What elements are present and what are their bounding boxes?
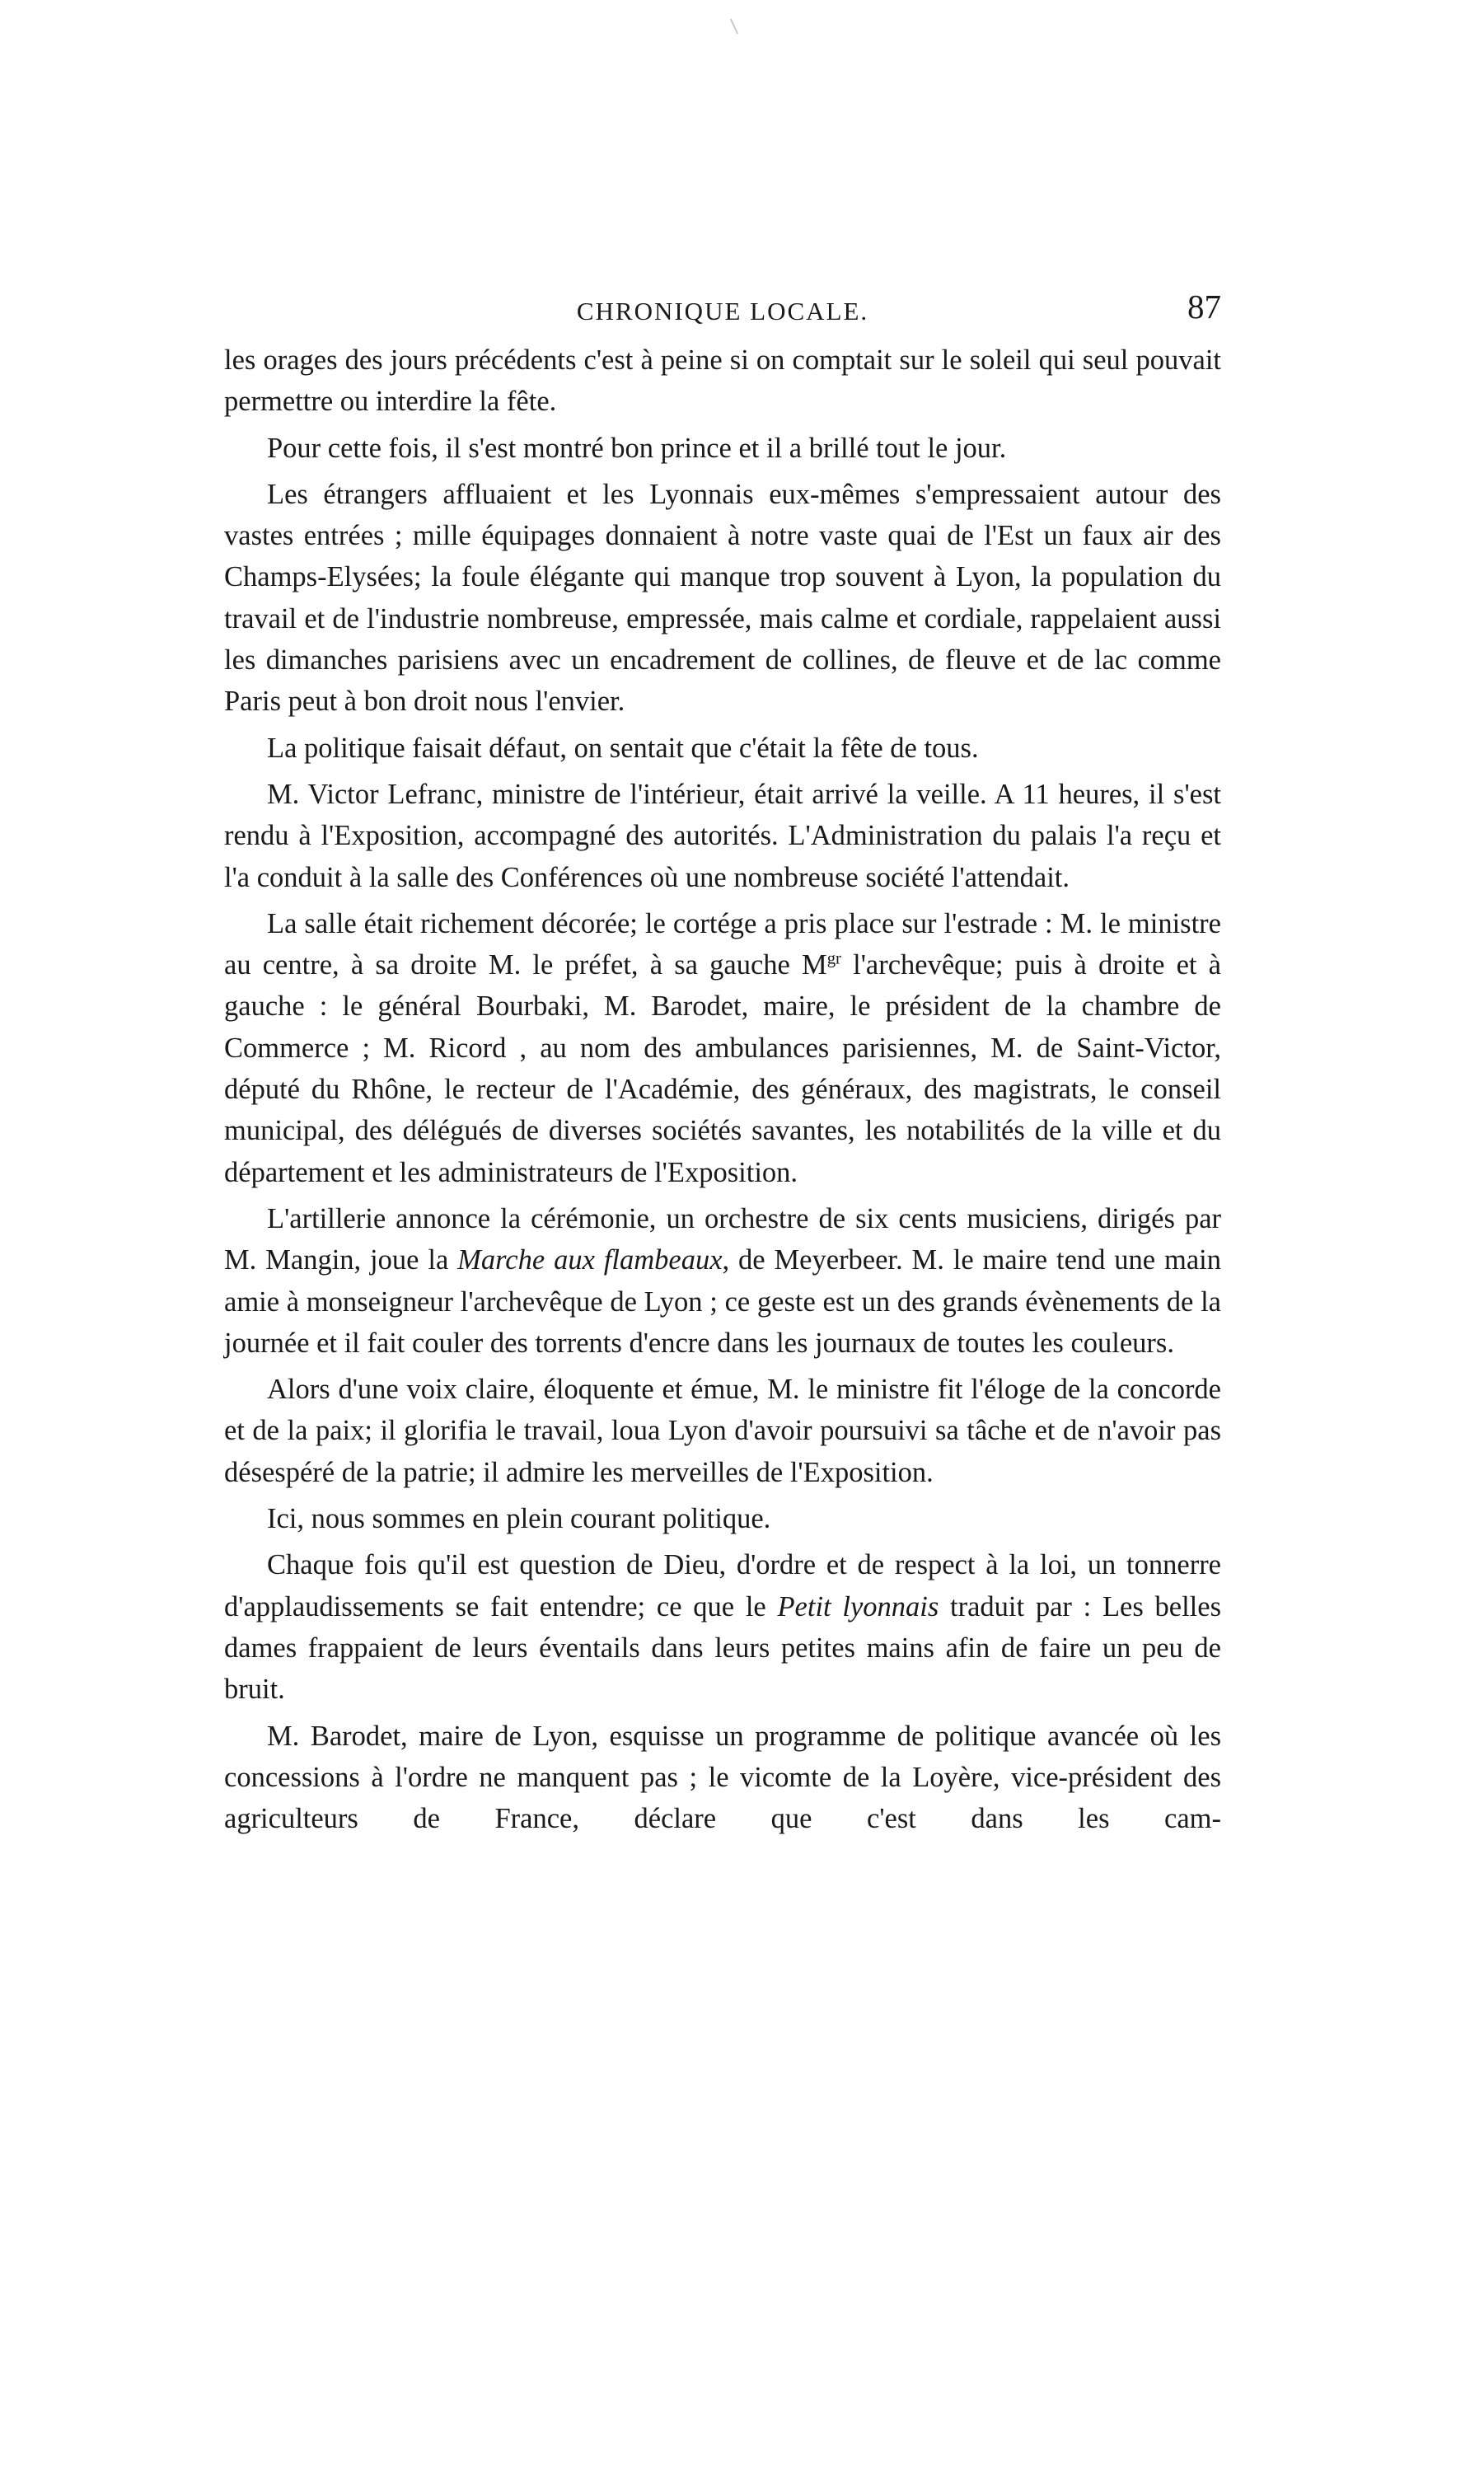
paragraph-10-part-2: traduit par : Les belles dames frappaient de leurs éventails dans leurs petites mains afin de faire un peu de bruit. (224, 1590, 1221, 1706)
superscript-abbrev: gr (826, 949, 841, 968)
paragraph-7-part-1: L'artillerie annonce la cérémonie, un orchestre de six cents musiciens, dirigés par M. Mangin, joue la (224, 1202, 1221, 1276)
paragraph-9: Ici, nous sommes en plein courant politique. (267, 1503, 771, 1535)
paragraph-11: M. Barodet, maire de Lyon, esquisse un programme de politique avancée où les concessions à l'ordre ne manquent pas ; le vicomte de la Loyère, vice-président des agriculteurs de France, déclare que c'est dans les cam- (224, 1720, 1221, 1835)
paragraph-4: La politique faisait défaut, on sentait que c'était la fête de tous. (267, 732, 979, 764)
page-header (224, 287, 1221, 336)
paragraph-7 (224, 1198, 1221, 1364)
running-title: CHRONIQUE LOCALE. (576, 297, 869, 325)
paragraph-7-part-2: , de Meyerbeer. M. le maire tend une main amie à monseigneur l'archevêque de Lyon ; ce geste est un des grands évènements de la journée et il fait couler des torrents d'encre dans les journaux de toutes les couleurs. (224, 1244, 1221, 1359)
paragraph-2: Pour cette fois, il s'est montré bon prince et il a brillé tout le jour. (267, 432, 1007, 464)
body-text (224, 339, 1221, 1839)
paragraph-6 (224, 903, 1221, 1193)
page-number: 87 (1187, 288, 1221, 325)
paragraph-10-part-1: Chaque fois qu'il est question de Dieu, d'ordre et de respect à la loi, un tonnerre d'applaudissements se fait entendre; ce que le (224, 1549, 1221, 1622)
newspaper-title: Petit lyonnais (777, 1590, 939, 1622)
paragraph-10 (224, 1544, 1221, 1710)
paragraph-1: les orages des jours précédents c'est à peine si on comptait sur le soleil qui seul pouvait permettre ou interdire la fête. (224, 344, 1221, 418)
work-title-marche: Marche aux flambeaux (457, 1244, 723, 1276)
paragraph-3: Les étrangers affluaient et les Lyonnais eux-mêmes s'empressaient autour des vastes entrées ; mille équipages donnaient à notre vaste quai de l'Est un faux air des Champs-Elysées; la foule élégante qui manque trop souvent à Lyon, la population du travail et de l'industrie nombreuse, empressée, mais calme et cordiale, rappelaient aussi les dimanches parisiens avec un encadrement de collines, de fleuve et de lac comme Paris peut à bon droit nous l'envier. (224, 478, 1221, 718)
paragraph-6-part-2: l'archevêque; puis à droite et à gauche : le général Bourbaki, M. Barodet, maire, le président de la chambre de Commerce ; M. Ricord , au nom des ambulances parisiennes, M. de Saint-Victor, député du Rhône, le recteur de l'Académie, des généraux, des magistrats, le conseil municipal, des délégués de diverses sociétés savantes, les notabilités de la ville et du département et les administrateurs de l'Exposition. (224, 949, 1221, 1188)
paper-speck (730, 19, 738, 35)
paragraph-8: Alors d'une voix claire, éloquente et émue, M. le ministre fit l'éloge de la concorde et de la paix; il glorifia le travail, loua Lyon d'avoir poursuivi sa tâche et de n'avoir pas désespéré de la patrie; il admire les merveilles de l'Exposition. (224, 1374, 1221, 1488)
paragraph-6-part-1: La salle était richement décorée; le cortége a pris place sur l'estrade : M. le ministre au centre, à sa droite M. le préfet, à sa gauche M (224, 907, 1221, 981)
paragraph-5: M. Victor Lefranc, ministre de l'intérieur, était arrivé la veille. A 11 heures, il s'est rendu à l'Exposition, accompagné des autorités. L'Administration du palais l'a reçu et l'a conduit à la salle des Conférences où une nombreuse société l'attendait. (224, 778, 1221, 893)
